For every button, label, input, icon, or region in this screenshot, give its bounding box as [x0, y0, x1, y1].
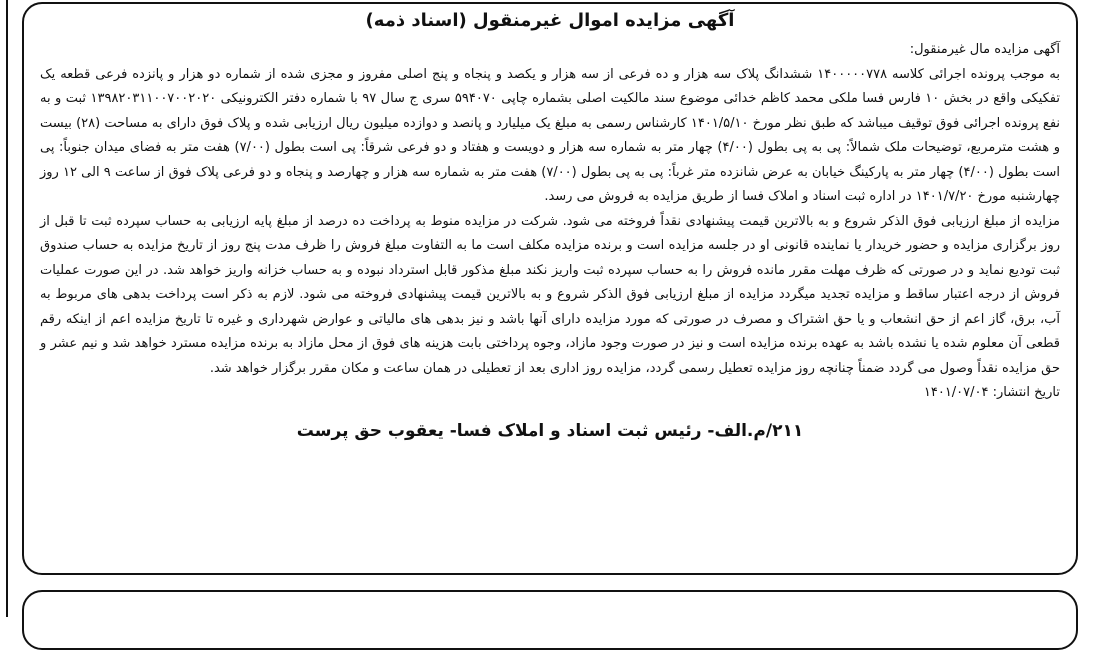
auction-notice-box [22, 2, 1078, 575]
notice-publish-date: تاریخ انتشار: ۱۴۰۱/۰۷/۰۴ [923, 385, 1060, 400]
notice-auction-terms: مزایده از مبلغ ارزیابی فوق الذکر شروع و به بالاترین قیمت پیشنهادی نقداً فروخته می شود. شرکت در مزایده منوط به پرداخت ده درصد از مبلغ پایه ارزیابی به حساب سپرده ثبت تا قبل از روز برگزاری مزایده و حضور خریدار یا نماینده قانونی او در جلسه مزایده است و برنده مزایده مکلف است ما به التفاوت مبلغ فروش را ظرف مدت پنج روز از تاریخ مزایده به حساب صندوق ثبت تودیع نماید و در صورتی که ظرف مهلت مقرر مانده فروش را به حساب سپرده ثبت واریز نکند مبلغ مذکور قابل استرداد نبوده و به حساب خزانه واریز خواهد شد. در این صورت عملیات فروش از درجه اعتبار ساقط و مزایده تجدید میگردد مزایده از مبلغ ارزیابی فوق الذکر شروع و به بالاترین قیمت پیشنهادی فروخته می شود. لازم به ذکر است پرداخت بدهی های مربوط به آب، برق، گاز اعم از حق انشعاب و یا حق اشتراک و مصرف در صورتی که مورد مزایده دارای آنها باشد و نیز بدهی های مالیاتی و عوارض شهرداری و غیره تا تاریخ مزایده اعم از اینکه رقم قطعی آن معلوم شده یا نشده باشد به عهده برنده مزایده است و نیز در صورت وجود مازاد، وجوه پرداختی بابت هزینه های فوق از محل مازاد به برنده مزایده مسترد خواهد شد و نیم عشر و حق مزایده نقداً وصول می گردد ضمناً چنانچه روز مزایده تعطیل رسمی گردد، مزایده روز اداری بعد از تعطیلی در همان ساعت و مکان مقرر برگزار خواهد شد. [40, 213, 1060, 376]
notice-signature: ۲۱۱/م.الف- رئیس ثبت اسناد و املاک فسا- یعقوب حق پرست [296, 420, 804, 441]
notice-title: آگهی مزایده اموال غیرمنقول (اسناد ذمه) [365, 10, 735, 31]
notice-property-details: به موجب پرونده اجرائی کلاسه ۱۴۰۰۰۰۰۷۷۸ ششدانگ پلاک سه هزار و ده فرعی از سه هزار و یکصد و پنجاه و پنج اصلی مفروز و مجزی شده از شماره دو هزار و پانزده فرعی قطعه یک تفکیکی واقع در بخش ۱۰ فارس فسا ملکی محمد کاظم خدائی موضوع سند مالکیت اصلی بشماره چاپی ۵۹۴۰۷۰ سری ج سال ۹۷ با شماره دفتر الکترونیکی ۱۳۹۸۲۰۳۱۱۰۰۷۰۰۲۰۲۰ ثبت و به نفع پرونده اجرائی فوق توقیف میباشد که طبق نظر مورخ ۱۴۰۱/۵/۱۰ کارشناس رسمی به مبلغ یک میلیارد و پانصد و دوازده میلیون ریال ارزیابی شده و پلاک فوق دارای به مساحت (۲۸) بیست و هشت مترمربع، توضیحات ملک شمالاً: پی به پی بطول (۴/۰۰) چهار متر به شماره سه هزار و دویست و هفتاد و دو فرعی شرقاً: پی است بطول (۷/۰۰) هفت متر به فضای میدان جنوباً: پی است بطول (۴/۰۰) چهار متر به پارکینگ خیابان به عرض شانزده متر غرباً: پی به پی بطول (۷/۰۰) هفت متر به شماره سه هزار و چهارصد و پنجاه و دو فرعی پلاک فوق از ساعت ۹ الی ۱۲ روز چهارشنبه مورخ ۱۴۰۱/۷/۲۰ در اداره ثبت اسناد و املاک فسا از طریق مزایده به فروش می رسد. [40, 66, 1061, 204]
left-column-rule [6, 0, 8, 617]
notice-body [40, 38, 1060, 406]
next-notice-box [22, 590, 1078, 650]
notice-intro: آگهی مزایده مال غیرمنقول: [909, 42, 1060, 57]
